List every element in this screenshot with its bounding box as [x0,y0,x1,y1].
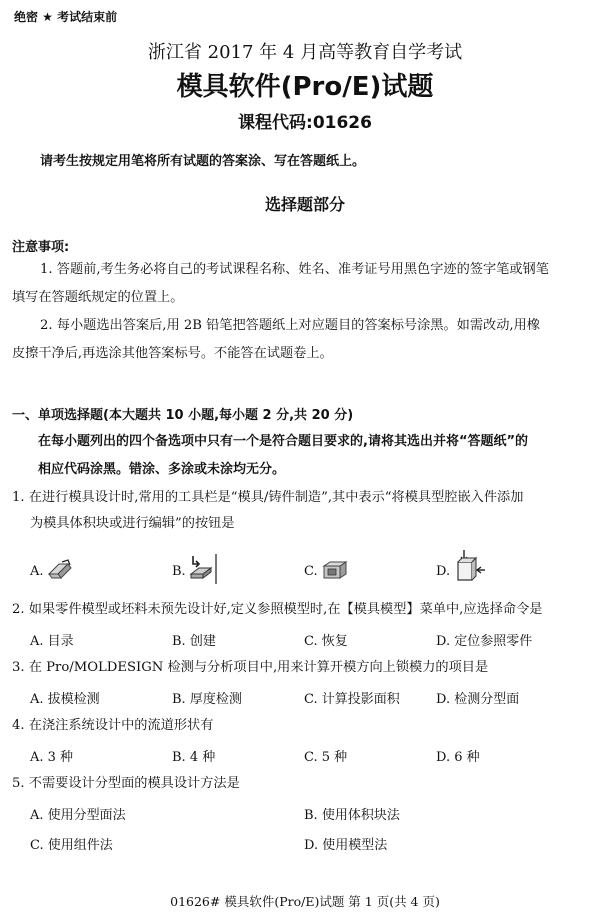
section-title: 选择题部分 [264,195,345,214]
q1-option-c [304,564,318,579]
component-insert-icon [452,548,486,586]
note-2-line-1: 2. 每小题选出答案后,用 2B 铅笔把答题纸上对应题目的答案标号涂黑。如需改动,用橡 [40,318,540,333]
part1-desc-line-1: 在每小题列出的四个备选项中只有一个是符合题目要求的,请将其选出并将“答题纸”的 [38,434,529,449]
q1-option-d [436,564,450,579]
q3-option-c: C. 计算投影面积 [304,692,400,707]
q4-stem: 4. 在浇注系统设计中的流道形状有 [12,718,214,733]
q5-option-a: A. 使用分型面法 [30,808,126,823]
notes-heading: 注意事项: [12,240,70,255]
part1-heading: 一、单项选择题(本大题共 10 小题,每小题 2 分,共 20 分) [12,408,354,423]
q1-option-a-label: A. [30,564,44,579]
q5-option-c: C. 使用组件法 [30,838,113,853]
cavity-insert-icon [320,556,350,584]
course-code: 课程代码:01626 [238,113,372,133]
q2-option-d: D. 定位参照零件 [436,634,533,649]
part1-desc-line-2: 相应代码涂黑。错涂、多涂或未涂均无分。 [38,462,286,477]
q2-option-b: B. 创建 [172,634,216,649]
q1-option-d-label: D. [436,564,451,579]
note-1-line-2: 填写在答题纸规定的位置上。 [12,290,184,305]
q4-option-a: A. 3 种 [30,750,74,765]
q1-option-b-label: B. [172,564,186,579]
q1-stem-line-2: 为模具体积块或进行编辑”的按钮是 [30,516,235,531]
note-1-line-1: 1. 答题前,考生务必将自己的考试课程名称、姓名、准考证号用黑色字迹的签字笔或钢笔 [40,262,549,277]
insert-workpiece-icon [187,550,221,586]
q4-option-b: B. 4 种 [172,750,216,765]
q2-option-c: C. 恢复 [304,634,348,649]
q5-option-b: B. 使用体积块法 [304,808,400,823]
note-2-line-2: 皮擦干净后,再选涂其他答案标号。不能答在试题卷上。 [12,346,333,361]
q5-stem: 5. 不需要设计分型面的模具设计方法是 [12,776,240,791]
q3-option-a: A. 拔模检测 [30,692,100,707]
q3-stem: 3. 在 Pro/MOLDESIGN 检测与分析项目中,用来计算开模方向上锁模力的项目是 [12,660,489,675]
page-footer: 01626# 模具软件(Pro/E)试题 第 1 页(共 4 页) [170,894,440,909]
general-instruction: 请考生按规定用笔将所有试题的答案涂、写在答题纸上。 [40,154,366,169]
q4-option-d: D. 6 种 [436,750,480,765]
mold-volume-icon [46,556,76,584]
q1-option-b [172,564,186,579]
q5-option-d: D. 使用模型法 [304,838,388,853]
q2-option-a: A. 目录 [30,634,74,649]
q1-stem-line-1: 1. 在进行模具设计时,常用的工具栏是“模具/铸件制造”,其中表示“将模具型腔嵌入件添加 [12,490,524,505]
secrecy-label: 绝密 ★ 考试结束前 [14,10,118,24]
q2-stem: 2. 如果零件模型或坯料未预先设计好,定义参照模型时,在【模具模型】菜单中,应选择命令是 [12,602,543,617]
q1-option-c-label: C. [304,564,318,579]
q3-option-b: B. 厚度检测 [172,692,242,707]
q4-option-c: C. 5 种 [304,750,348,765]
page-title: 模具软件(Pro/E)试题 [176,72,434,102]
exam-name: 浙江省 2017 年 4 月高等教育自学考试 [147,42,463,63]
q1-option-a [30,564,44,579]
q3-option-d: D. 检测分型面 [436,692,520,707]
